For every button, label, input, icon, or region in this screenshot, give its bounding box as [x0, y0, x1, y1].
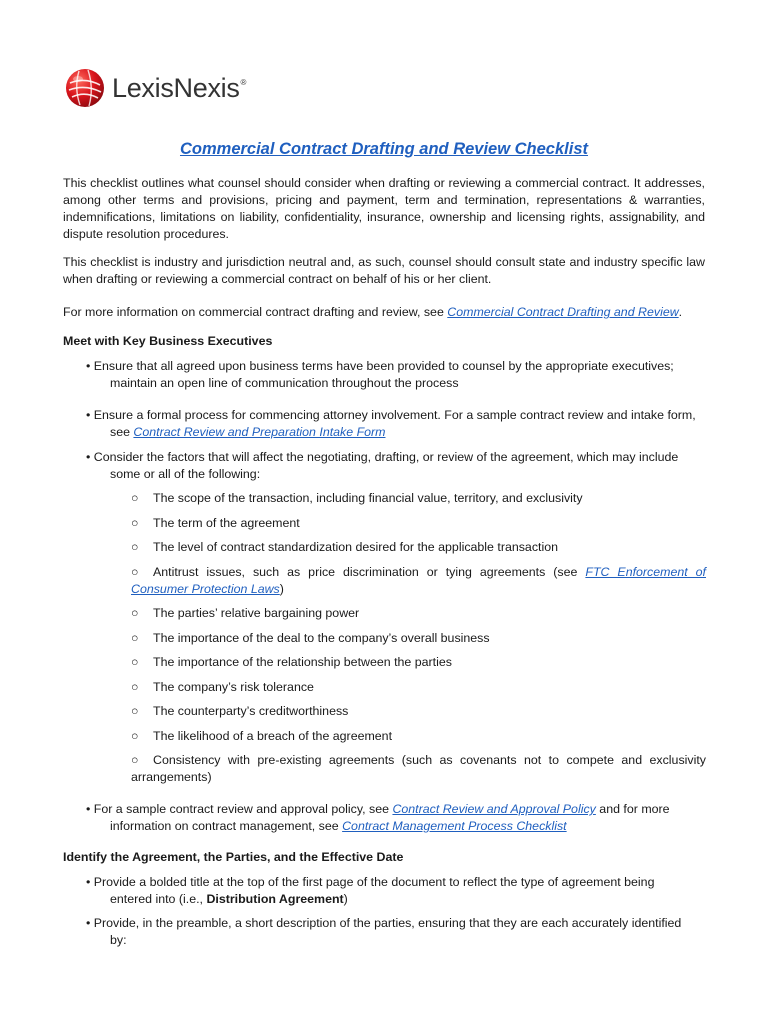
- factor-item: ○ The likelihood of a breach of the agreement: [131, 729, 393, 743]
- intro-paragraph-3: For more information on commercial contract drafting and review, see Commercial Contract Drafting and Review.: [63, 305, 683, 319]
- factor-item: ○ The parties’ relative bargaining power: [131, 606, 360, 620]
- factor-item-antitrust: ○ Antitrust issues, such as price discrimination or tying agreements (see FTC Enforcement of Consumer Protection Laws): [131, 565, 706, 596]
- bullet-consider-factors: • Consider the factors that will affect the negotiating, drafting, or review of the agreement, which may include some or all of the following:: [86, 450, 679, 481]
- intro-paragraph-2: This checklist is industry and jurisdiction neutral and, as such, counsel should consult state and industry specific law when drafting or reviewing a commercial contract on behalf of his or her client.: [63, 255, 705, 286]
- bullet-bolded-title: • Provide a bolded title at the top of the first page of the document to reflect the type of agreement being entered into (i.e., Distribution Agreement): [86, 875, 655, 906]
- bullet-approval-policy: • For a sample contract review and approval policy, see Contract Review and Approval Policy and for more information on contract management, see Contract Management Process Checklist: [86, 802, 670, 833]
- factor-item: ○ The level of contract standardization desired for the applicable transaction: [131, 540, 558, 554]
- intake-form-link[interactable]: Contract Review and Preparation Intake Form: [133, 425, 386, 439]
- lexisnexis-sphere-icon: [64, 67, 106, 109]
- factor-item: ○ The term of the agreement: [131, 516, 300, 530]
- page-title: Commercial Contract Drafting and Review Checklist: [179, 140, 589, 158]
- factor-item: ○ The scope of the transaction, including financial value, territory, and exclusivity: [131, 491, 583, 505]
- bullet-business-terms: • Ensure that all agreed upon business terms have been provided to counsel by the appropriate executives; maintain an open line of communication throughout the process: [86, 359, 674, 390]
- factor-item: ○ The company’s risk tolerance: [131, 680, 314, 694]
- commercial-contract-drafting-link[interactable]: Commercial Contract Drafting and Review: [447, 305, 679, 319]
- contract-management-link[interactable]: Contract Management Process Checklist: [342, 819, 567, 833]
- factor-item: ○ The importance of the deal to the company’s overall business: [131, 631, 490, 645]
- factor-item: ○ The importance of the relationship between the parties: [131, 655, 452, 669]
- factor-item: ○ The counterparty’s creditworthiness: [131, 704, 349, 718]
- section-heading-identify: Identify the Agreement, the Parties, and the Effective Date: [63, 850, 404, 864]
- logo-wordmark: LexisNexis®: [112, 72, 247, 103]
- bullet-formal-process: • Ensure a formal process for commencing attorney involvement. For a sample contract review and intake form, see Contract Review and Preparation Intake Form: [86, 408, 696, 439]
- lexisnexis-logo: [64, 67, 246, 109]
- factor-item-consistency: ○ Consistency with pre-existing agreements (such as covenants not to compete and exclusivity arrangements): [131, 753, 706, 784]
- ftc-enforcement-link[interactable]: FTC Enforcement of Consumer Protection Laws: [131, 565, 706, 596]
- bullet-preamble-parties: • Provide, in the preamble, a short description of the parties, ensuring that they are each accurately identified by:: [86, 916, 682, 947]
- intro-paragraph-1: This checklist outlines what counsel should consider when drafting or reviewing a commercial contract. It addresses, among other terms and provisions, pricing and payment, term and termination, representations & warranties, indemnifications, limitations on liability, confidentiality, insurance, ownership and licensing rights, assignability, and dispute resolution procedures.: [63, 176, 705, 241]
- approval-policy-link[interactable]: Contract Review and Approval Policy: [392, 802, 596, 816]
- section-heading-executives: Meet with Key Business Executives: [63, 334, 273, 348]
